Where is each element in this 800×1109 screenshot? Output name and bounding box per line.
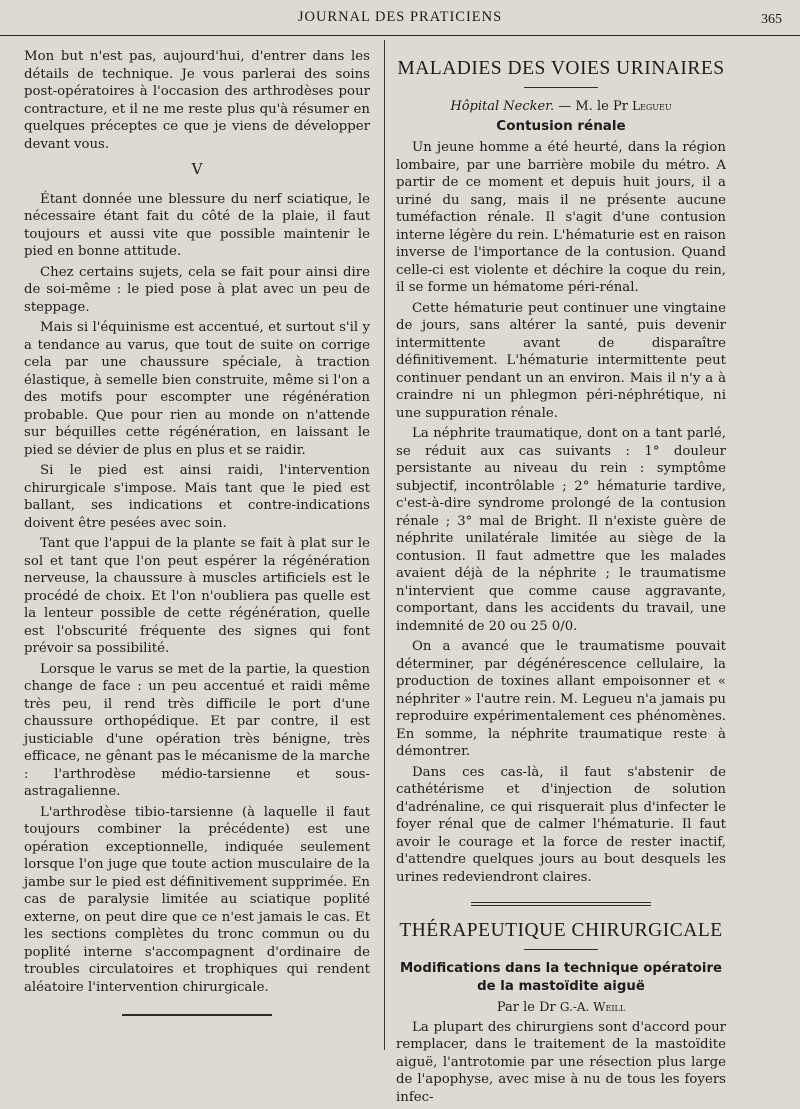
paragraph: Un jeune homme a été heurté, dans la région lombaire, par une barrière mobile du métro. A partir de ce moment et depuis huit jours, il a uriné du sang, mais il ne présente aucune tuméfaction rénale. Il s'agit d'une contusion interne légère du rein. L'hématurie est en raison inverse de l'importance de la contusion. Quand celle-ci est violente et déchire la coque du rein, il se forme un hématome péri-rénal. xyxy=(396,140,726,295)
article-title xyxy=(396,960,726,996)
article-title-line-1: Modifications dans la technique opératoire xyxy=(399,961,723,976)
paragraph: On a avancé que le traumatisme pouvait déterminer, par dégénérescence cellulaire, la production de toxines allant empoisonner et « néphriter » l'autre rein. M. Legueu n'a jamais pu reproduire expérimentalement ces phénomènes. En somme, la néphrite traumatique reste à démontrer. xyxy=(396,639,726,759)
paragraph: Lorsque le varus se met de la partie, la question change de face : un peu accentué et raidi même très peu, il rend très difficile le port d'une chaussure orthopédique. Et par contre, il est justiciable d'une opération très bénigne, très efficace, ne gênant pas le mécanisme de la marche : l'arthrodèse médio-tarsienne et sous-astragalienne. xyxy=(24,661,370,799)
paragraph: Mais si l'équinisme est accentué, et surtout s'il y a tendance au varus, que tout de suite on corrige cela par une chaussure spéciale, à traction élastique, à semelle bien construite, même si l'on a des motifs pour escompter une régénération probable. Que pour rien au monde on n'attende sur béquilles cette régénération, en laissant le pied se dévier de plus en plus et se raidir. xyxy=(24,320,370,458)
paragraph: La néphrite traumatique, dont on a tant parlé, se réduit aux cas suivants : 1° douleur persistante au niveau du rein : symptôme subjectif, incontrôlable ; 2° hématurie tardive, c'est-à-dire syndrome prolongé de la contusion rénale ; 3° mal de Bright. Il n'existe guère de néphrite unilatérale limitée au siège de la contusion. Il faut admettre que les malades avaient déjà de la néphrite ; le traumatisme n'intervient que comme cause aggravante, comportant, dans les accidents du travail, une indemnité de 20 ou 25 0/0. xyxy=(396,426,726,634)
running-title: JOURNAL DES PRATICIENS xyxy=(297,9,503,25)
paragraph: Chez certains sujets, cela se fait pour ainsi dire de soi-même : le pied pose à plat avec un peu de steppage. xyxy=(24,264,370,315)
byline-text: — M. le Pr xyxy=(554,99,633,114)
section-number: V xyxy=(191,160,203,178)
paragraph: Dans ces cas-là, il faut s'abstenir de cathétérisme et d'injection de solution d'adrénaline, ce qui risquerait plus d'infecter le foyer rénal que de calmer l'hématurie. Il faut avoir le courage et la force de rester inactif, d'attendre quelques jours au bout desquels les urines redeviendront claires. xyxy=(396,764,726,885)
end-rule xyxy=(122,1014,272,1016)
article-byline xyxy=(396,999,726,1017)
paragraph: La plupart des chirurgiens sont d'accord pour remplacer, dans le traitement de la mastoïdite aiguë, l'antrotomie par une résection plus large de l'apophyse, avec mise à nu de tous les foyers infec- xyxy=(396,1019,726,1105)
article-title-line-2: de la mastoïdite aiguë xyxy=(477,979,645,994)
left-column xyxy=(24,48,370,1016)
paragraph: L'arthrodèse tibio-tarsienne (à laquelle il faut toujours combiner la précédente) est une opération exceptionnelle, indiquée seulement lorsque l'on juge que toute action musculaire de la jambe sur le pied est définitivement supprimée. En cas de paralysie limitée au sciatique poplité externe, on peut dire que ce n'est jamais le cas. Et les sections complètes du tronc commun ou du poplité interne s'accompagnent d'ordinaire de troubles circulatoires et trophiques qui rendent aléatoire l'intervention chirurgicale. xyxy=(24,804,370,995)
case-title: Contusion rénale xyxy=(496,117,626,134)
title-rule xyxy=(524,87,598,88)
paragraph: Étant donnée une blessure du nerf sciatique, le nécessaire étant fait du côté de la plaie, il faut toujours et aussi vite que possible maintenir le pied en bonne attitude. xyxy=(24,191,370,259)
page-number: 365 xyxy=(761,12,782,27)
section-title-surgery: THÉRAPEUTIQUE CHIRURGICALE xyxy=(399,920,723,941)
column-divider xyxy=(384,40,385,1050)
byline-author: G.-A. Weill xyxy=(559,1000,626,1014)
section-separator xyxy=(471,902,651,906)
header-rule xyxy=(0,35,800,36)
byline xyxy=(396,98,726,116)
byline-author: Legueu xyxy=(632,99,672,113)
paragraph: Mon but n'est pas, aujourd'hui, d'entrer dans les détails de technique. Je vous parlerai des soins post-opératoires à l'occasion des arthrodèses pour contracture, et il ne me reste plus qu'à résumer en quelques préceptes ce que je viens de développer devant vous. xyxy=(24,49,370,152)
byline-prefix: Par le Dr xyxy=(496,1000,560,1015)
byline-place: Hôpital Necker. xyxy=(450,99,555,114)
section-title-urinary: MALADIES DES VOIES URINAIRES xyxy=(397,58,725,79)
title-rule xyxy=(524,949,598,950)
paragraph: Cette hématurie peut continuer une vingtaine de jours, sans altérer la santé, puis devenir intermittente avant de disparaître définitivement. L'hématurie intermittente peut continuer pendant un an environ. Mais il n'y a à craindre ni un phlegmon péri-néphrétique, ni une suppuration rénale. xyxy=(396,300,726,421)
right-column xyxy=(396,58,726,1109)
paragraph: Si le pied est ainsi raidi, l'intervention chirurgicale s'impose. Mais tant que le pied est ballant, ses indications et contre-indications doivent être pesées avec soin. xyxy=(24,463,370,531)
paragraph: Tant que l'appui de la plante se fait à plat sur le sol et tant que l'on peut espérer la régénération nerveuse, la chaussure à muscles artificiels est le procédé de choix. Et l'on n'oubliera pas quelle est la lenteur possible de cette régénération, quelle est l'obscurité fréquente des signes qui font prévoir sa possibilité. xyxy=(24,536,370,656)
